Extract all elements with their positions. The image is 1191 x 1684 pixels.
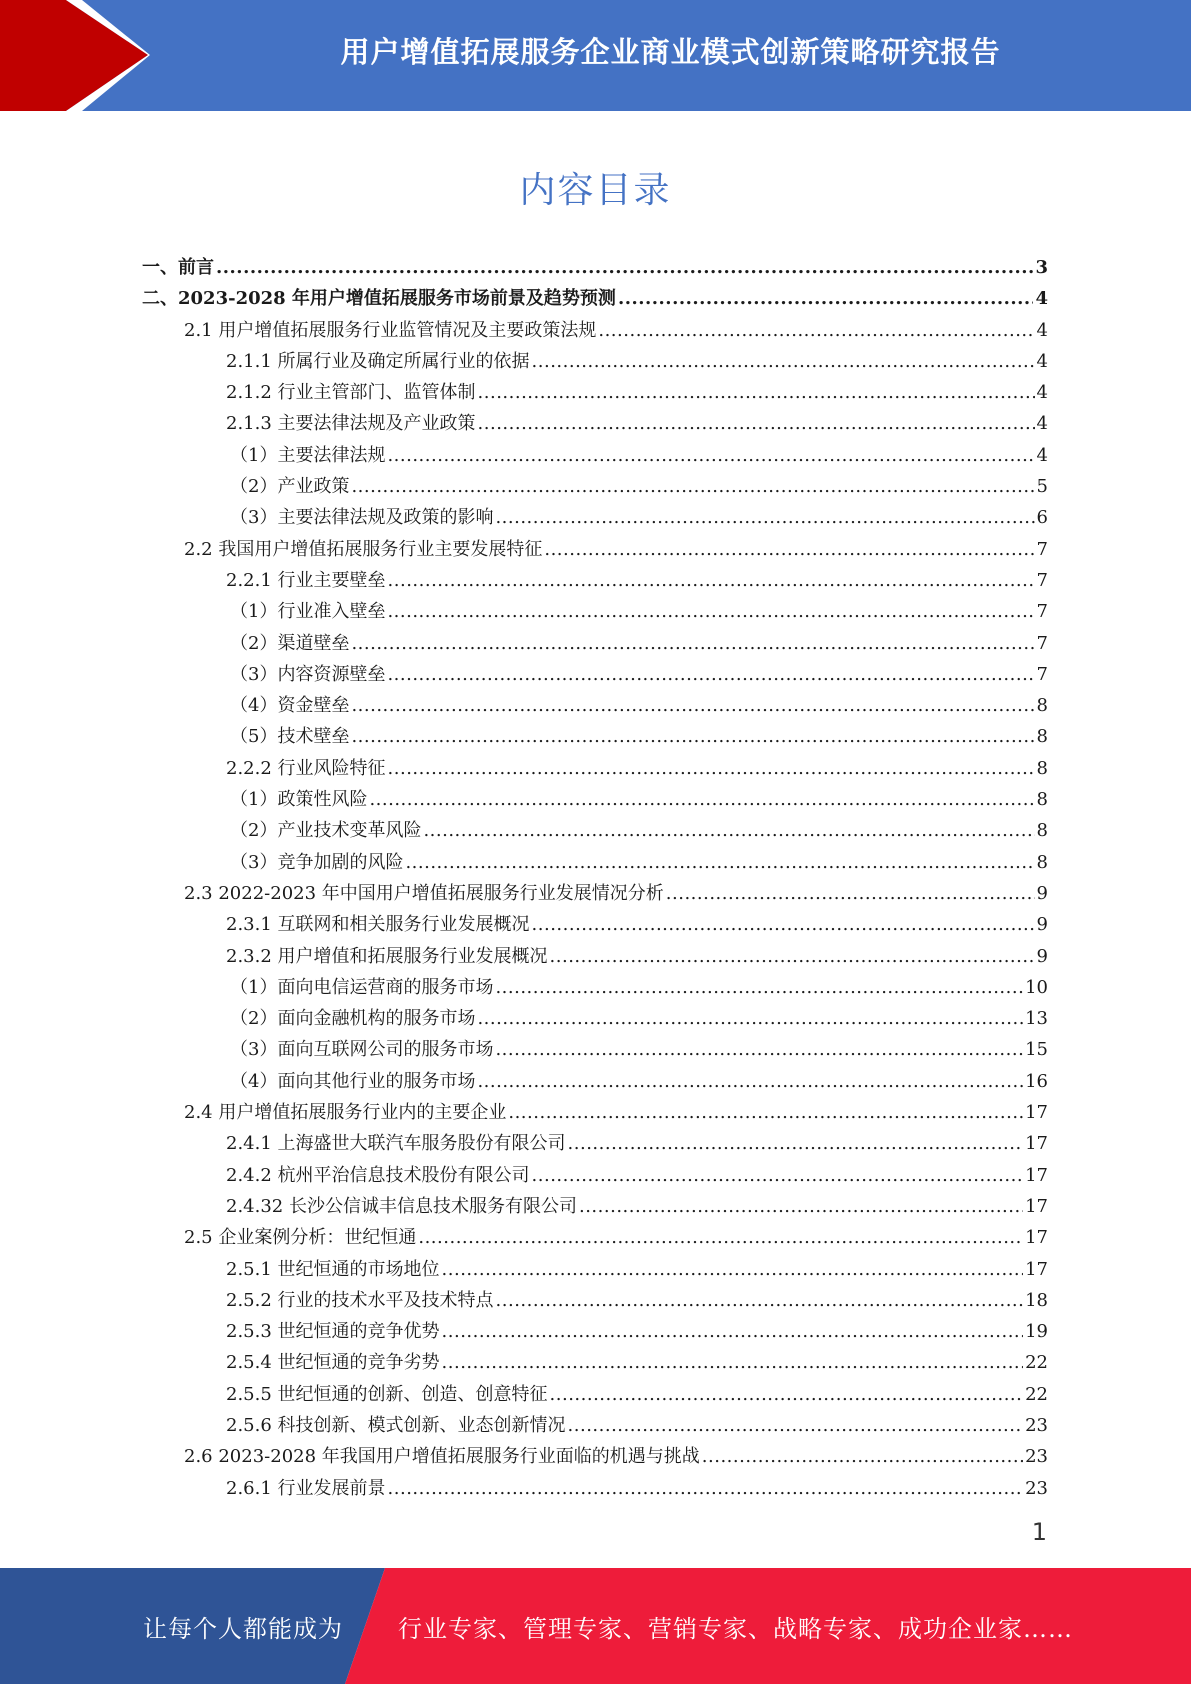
- toc-entry[interactable]: [142, 785, 1048, 816]
- toc-entry-label: 2.1.2 行业主管部门、监管体制: [226, 382, 476, 404]
- toc-entry-page: 23: [1025, 1414, 1048, 1436]
- toc-entry[interactable]: [142, 722, 1048, 753]
- toc-entry[interactable]: [142, 253, 1048, 284]
- toc-entry[interactable]: [142, 1129, 1048, 1160]
- toc-entry-label: 2.3.2 用户增值和拓展服务行业发展概况: [226, 945, 548, 967]
- toc-dot-leader: [387, 664, 1034, 685]
- toc-dot-leader: [423, 820, 1034, 841]
- toc-entry[interactable]: [142, 942, 1048, 973]
- toc-dot-leader: [216, 257, 1033, 278]
- toc-dot-leader: [495, 977, 1023, 998]
- footer-slogan-right: 行业专家、管理专家、营销专家、战略专家、成功企业家……: [398, 1614, 1073, 1643]
- toc-entry[interactable]: [142, 472, 1048, 503]
- toc-dot-leader: [477, 1008, 1023, 1029]
- toc-dot-leader: [477, 1071, 1023, 1092]
- toc-entry-label: 2.5.5 世纪恒通的创新、创造、创意特征: [226, 1383, 548, 1405]
- toc-entry-label: 2.1 用户增值拓展服务行业监管情况及主要政策法规: [184, 319, 597, 341]
- toc-entry[interactable]: [142, 1161, 1048, 1192]
- toc-entry-label: 2.1.1 所属行业及确定所属行业的依据: [226, 350, 530, 372]
- toc-dot-leader: [442, 1259, 1024, 1280]
- toc-dot-leader: [388, 758, 1035, 779]
- toc-entry-page: 17: [1025, 1133, 1048, 1155]
- toc-entry-page: 15: [1025, 1039, 1048, 1061]
- toc-dot-leader: [388, 570, 1035, 591]
- toc-entry[interactable]: [142, 816, 1048, 847]
- toc-entry-page: 6: [1036, 507, 1048, 529]
- toc-entry-page: 8: [1036, 851, 1048, 873]
- toc-entry-label: （4）面向其他行业的服务市场: [230, 1070, 476, 1092]
- toc-entry-page: 3: [1035, 257, 1048, 278]
- toc-entry[interactable]: [142, 1098, 1048, 1129]
- toc-entry[interactable]: [142, 1255, 1048, 1286]
- toc-dot-leader: [579, 1196, 1023, 1217]
- toc-entry[interactable]: [142, 503, 1048, 534]
- toc-entry[interactable]: [142, 1317, 1048, 1348]
- toc-entry-label: （4）资金壁垒: [230, 695, 350, 717]
- footer-banner: [0, 1568, 1191, 1684]
- toc-entry[interactable]: [142, 347, 1048, 378]
- toc-entry-page: 22: [1025, 1352, 1048, 1374]
- toc-entry[interactable]: [142, 910, 1048, 941]
- report-title: 用户增值拓展服务企业商业模式创新策略研究报告: [340, 34, 1001, 69]
- toc-entry-label: 2.5 企业案例分析：世纪恒通: [184, 1227, 417, 1249]
- toc-entry-page: 4: [1036, 413, 1048, 435]
- toc-entry-label: （3）主要法律法规及政策的影响: [230, 507, 494, 529]
- toc-entry[interactable]: [142, 1348, 1048, 1379]
- toc-entry[interactable]: [142, 879, 1048, 910]
- toc-dot-leader: [532, 914, 1035, 935]
- toc-entry[interactable]: [142, 597, 1048, 628]
- toc-dot-leader: [442, 1321, 1024, 1342]
- toc-entry-page: 9: [1036, 882, 1048, 904]
- toc-entry-label: 2.2.1 行业主要壁垒: [226, 569, 386, 591]
- toc-entry[interactable]: [142, 629, 1048, 660]
- toc-entry-label: （3）竞争加剧的风险: [230, 851, 404, 873]
- toc-entry-label: （1）政策性风险: [230, 789, 368, 811]
- toc-entry[interactable]: [142, 848, 1048, 879]
- toc-entry-page: 8: [1036, 695, 1048, 717]
- toc-entry[interactable]: [142, 535, 1048, 566]
- toc-entry[interactable]: [142, 409, 1048, 440]
- toc-dot-leader: [442, 1352, 1024, 1373]
- toc-entry-label: （5）技术壁垒: [230, 726, 350, 748]
- toc-dot-leader: [568, 1133, 1024, 1154]
- toc-entry-label: （1）主要法律法规: [230, 444, 386, 466]
- toc-entry[interactable]: [142, 660, 1048, 691]
- toc-dot-leader: [550, 946, 1035, 967]
- toc-entry[interactable]: [142, 316, 1048, 347]
- toc-entry-page: 19: [1025, 1321, 1048, 1343]
- toc-entry-label: （2）产业政策: [230, 476, 350, 498]
- toc-dot-leader: [568, 1415, 1024, 1436]
- toc-entry-page: 16: [1025, 1070, 1048, 1092]
- header-banner: [0, 0, 1191, 111]
- toc-entry-label: （3）内容资源壁垒: [230, 663, 386, 685]
- toc-entry[interactable]: [142, 1004, 1048, 1035]
- toc-dot-leader: [544, 539, 1034, 560]
- toc-entry-page: 4: [1035, 288, 1048, 310]
- toc-dot-leader: [387, 445, 1034, 466]
- toc-entry-label: 2.6.1 行业发展前景: [226, 1477, 386, 1499]
- toc-entry-page: 17: [1025, 1195, 1048, 1217]
- toc-entry[interactable]: [142, 284, 1048, 315]
- toc-entry[interactable]: [142, 1035, 1048, 1066]
- toc-dot-leader: [495, 1039, 1023, 1060]
- toc-entry-page: 17: [1025, 1227, 1048, 1249]
- toc-entry-label: 2.6 2023-2028 年我国用户增值拓展服务行业面临的机遇与挑战: [184, 1446, 700, 1468]
- toc-entry[interactable]: [142, 1067, 1048, 1098]
- toc-entry-label: 2.3.1 互联网和相关服务行业发展概况: [226, 914, 530, 936]
- toc-entry-label: 一、前言: [142, 257, 214, 278]
- toc-entry-page: 4: [1036, 319, 1048, 341]
- toc-entry-page: 8: [1036, 726, 1048, 748]
- toc-entry-label: 2.5.1 世纪恒通的市场地位: [226, 1258, 440, 1280]
- toc-entry-label: 2.4.1 上海盛世大联汽车服务股份有限公司: [226, 1133, 566, 1155]
- toc-entry-page: 10: [1025, 976, 1048, 998]
- toc-entry-page: 7: [1036, 569, 1048, 591]
- toc-entry[interactable]: [142, 1286, 1048, 1317]
- toc-dot-leader: [418, 1227, 1023, 1248]
- toc-entry-label: （1）行业准入壁垒: [230, 601, 386, 623]
- toc-dot-leader: [369, 789, 1034, 810]
- toc-entry[interactable]: [142, 378, 1048, 409]
- toc-entry-page: 13: [1025, 1008, 1048, 1030]
- toc-entry-page: 17: [1025, 1258, 1048, 1280]
- toc-entry-page: 4: [1036, 444, 1048, 466]
- toc-entry-page: 5: [1036, 476, 1048, 498]
- toc-entry-page: 4: [1036, 382, 1048, 404]
- toc-entry-page: 7: [1036, 538, 1048, 560]
- toc-entry[interactable]: [142, 1411, 1048, 1442]
- toc-entry-label: （3）面向互联网公司的服务市场: [230, 1039, 494, 1061]
- toc-dot-leader: [702, 1446, 1023, 1467]
- toc-entry-page: 7: [1036, 601, 1048, 623]
- toc-entry-label: 2.1.3 主要法律法规及产业政策: [226, 413, 476, 435]
- toc-entry-page: 8: [1036, 789, 1048, 811]
- toc-entry-page: 7: [1036, 632, 1048, 654]
- toc-entry-label: 2.2 我国用户增值拓展服务行业主要发展特征: [184, 538, 543, 560]
- toc-dot-leader: [351, 476, 1034, 497]
- toc-dot-leader: [495, 507, 1034, 528]
- toc-entry-label: 2.5.6 科技创新、模式创新、业态创新情况: [226, 1414, 566, 1436]
- toc-entry-label: 2.5.4 世纪恒通的竞争劣势: [226, 1352, 440, 1374]
- toc-entry-page: 4: [1036, 350, 1048, 372]
- toc-dot-leader: [532, 351, 1035, 372]
- toc-entry[interactable]: [142, 973, 1048, 1004]
- toc-entry-label: 二、2023-2028 年用户增值拓展服务市场前景及趋势预测: [142, 288, 616, 310]
- toc-entry-page: 8: [1036, 757, 1048, 779]
- toc-entry[interactable]: [142, 1442, 1048, 1473]
- toc-dot-leader: [618, 288, 1034, 309]
- toc-dot-leader: [496, 1290, 1024, 1311]
- footer-slogan-left: 让每个人都能成为: [143, 1614, 343, 1643]
- toc-dot-leader: [405, 852, 1034, 873]
- toc-entry[interactable]: [142, 754, 1048, 785]
- toc-entry[interactable]: [142, 441, 1048, 472]
- toc-entry[interactable]: [142, 1474, 1048, 1505]
- toc-heading: 内容目录: [519, 170, 672, 211]
- toc-dot-leader: [351, 633, 1034, 654]
- toc-dot-leader: [387, 601, 1034, 622]
- toc-entry-label: 2.4.2 杭州平治信息技术股份有限公司: [226, 1164, 530, 1186]
- toc-entry-label: （2）渠道壁垒: [230, 632, 350, 654]
- toc-entry-page: 7: [1036, 663, 1048, 685]
- toc-dot-leader: [508, 1102, 1023, 1123]
- toc-dot-leader: [550, 1384, 1024, 1405]
- toc-dot-leader: [598, 320, 1034, 341]
- toc-entry-label: （1）面向电信运营商的服务市场: [230, 976, 494, 998]
- toc-entry-label: 2.2.2 行业风险特征: [226, 757, 386, 779]
- toc-entry[interactable]: [142, 1380, 1048, 1411]
- table-of-contents: [142, 253, 1048, 1505]
- toc-entry-page: 22: [1025, 1383, 1048, 1405]
- toc-dot-leader: [351, 695, 1034, 716]
- toc-entry-label: 2.5.3 世纪恒通的竞争优势: [226, 1321, 440, 1343]
- toc-dot-leader: [666, 883, 1035, 904]
- toc-dot-leader: [532, 1165, 1024, 1186]
- toc-entry-page: 9: [1036, 945, 1048, 967]
- toc-entry[interactable]: [142, 691, 1048, 722]
- toc-entry-page: 17: [1025, 1102, 1048, 1124]
- toc-entry[interactable]: [142, 1223, 1048, 1254]
- toc-entry-label: （2）面向金融机构的服务市场: [230, 1008, 476, 1030]
- toc-entry-page: 17: [1025, 1164, 1048, 1186]
- toc-entry-page: 23: [1025, 1477, 1048, 1499]
- toc-entry-page: 8: [1036, 820, 1048, 842]
- toc-entry[interactable]: [142, 566, 1048, 597]
- page-number: 1: [1031, 1518, 1047, 1546]
- toc-dot-leader: [388, 1478, 1024, 1499]
- toc-entry-page: 18: [1025, 1289, 1048, 1311]
- toc-entry[interactable]: [142, 1192, 1048, 1223]
- toc-dot-leader: [478, 382, 1035, 403]
- toc-entry-label: 2.4 用户增值拓展服务行业内的主要企业: [184, 1102, 507, 1124]
- toc-entry-page: 9: [1036, 914, 1048, 936]
- toc-entry-label: 2.3 2022-2023 年中国用户增值拓展服务行业发展情况分析: [184, 882, 664, 904]
- toc-entry-label: 2.5.2 行业的技术水平及技术特点: [226, 1289, 494, 1311]
- toc-entry-label: （2）产业技术变革风险: [230, 820, 422, 842]
- toc-dot-leader: [478, 413, 1035, 434]
- toc-entry-label: 2.4.32 长沙公信诚丰信息技术服务有限公司: [226, 1195, 577, 1217]
- toc-entry-page: 23: [1025, 1446, 1048, 1468]
- toc-dot-leader: [351, 726, 1034, 747]
